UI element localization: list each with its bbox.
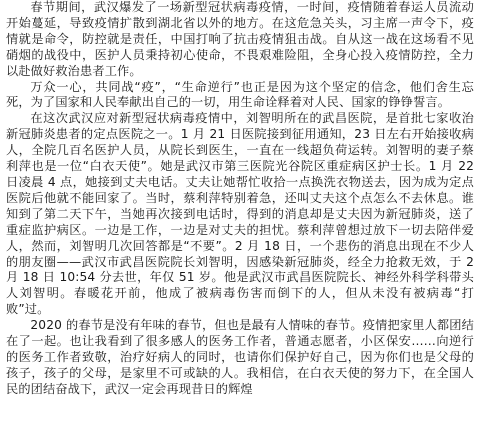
paragraph-2: 万众一心，共同战“疫”，“生命逆行”也正是因为这个坚定的信念，他们舍生忘死，为了国家和人民奉献出自己的一切，用生命诠释着对人民、国家的铮铮誓言。: [6, 79, 474, 110]
paragraph-4: 2020 的春节是没有年味的春节，但也是最有人情味的春节。疫情把家里人都团结在了一起。也让我看到了很多感人的医务工作者，普通志愿者，小区保安……向逆行的医务工作者致敬，治疗好病人的同时，也请你们保护好自己，因为你们也是父母的孩子，孩子的父母，是家里不可或缺的人。我相信，在白衣天使的努力下，在全国人民的团结奋战下，武汉一定会再现昔日的辉煌: [6, 318, 474, 396]
paragraph-1: 春节期间，武汉爆发了一场新型冠状病毒疫情，一时间，疫情随着春运人员流动开始蔓延，导致疫情扩散到湖北省以外的地方。在这危急关头，习主席一声令下，疫情就是命令，防控就是责任，中国打响了抗击疫情狙击战。自从这一战在这场看不见硝烟的战役中，医护人员秉持初心使命，不畏艰难险阻，全身心投入疫情防控，全力以赴做好救治患者工作。: [6, 0, 474, 78]
paragraph-3: 在这次武汉应对新型冠状病毒疫情中，刘智明所在的武昌医院，是首批七家收治新冠肺炎患者的定点医院之一。1 月 21 日医院接到征用通知，23 日左右开始接收病人，全院几百名医护人员，从院长到医生，一直在一线超负荷运转。刘智明的妻子蔡利萍也是一位“白衣天使”。她是武汉市第三医院光谷院区重症病区护士长。1 月 22 日凌晨 4 点，她接到丈夫电话。丈夫让她帮忙收拾一点换洗衣物送去，因为成为定点医院后他就不能回家了。当时，蔡利萍特别着急，还叫丈夫这个点怎么不去休息。谁知到了第二天下午，当她再次接到电话时，得到的消息却是丈夫因为新冠肺炎，送了重症监护病区。一边是工作，一边是对丈夫的担忧。蔡利萍曾想过放下一切去陪伴爱人，然而，刘智明几次回答都是“不要”。2 月 18 日，一个悲伤的消息出现在不少人的朋友圈——武汉市武昌医院院长刘智明，因感染新冠肺炎，经全力抢救无效，于 2 月 18 日 10:54 分去世，年仅 51 岁。他是武汉市武昌医院院长、神经外科学科带头人刘智明。春暖花开前，他成了被病毒伤害而倒下的人，但从未没有被病毒“打败”过。: [6, 111, 474, 317]
